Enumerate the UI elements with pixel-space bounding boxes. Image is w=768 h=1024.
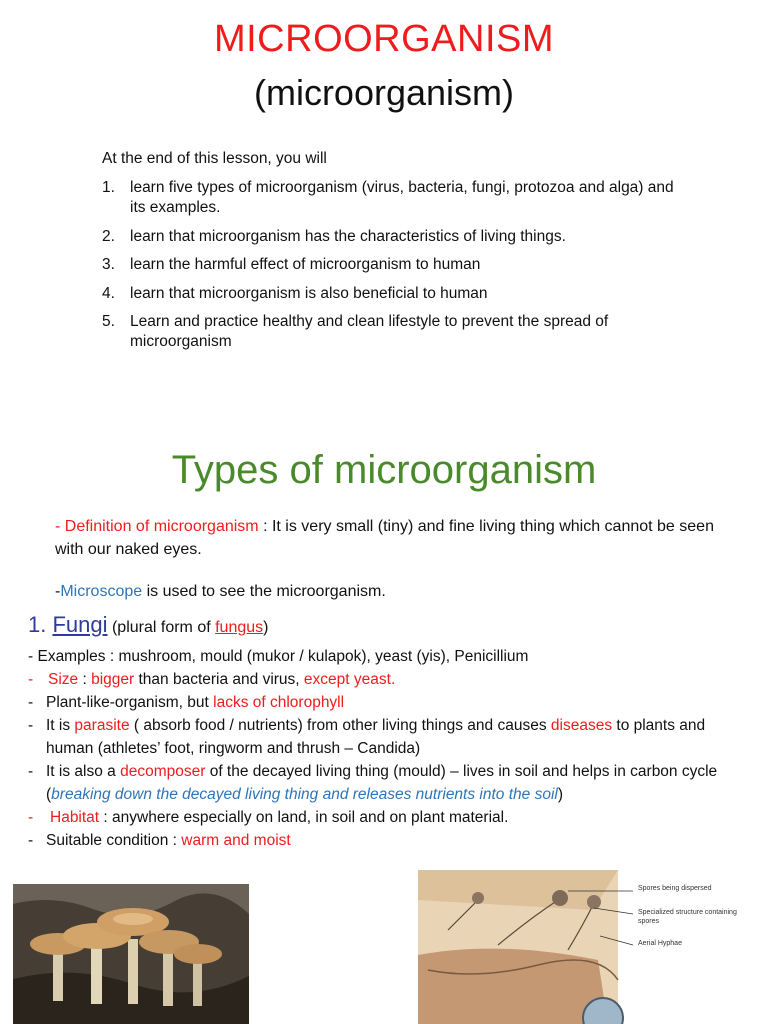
- objective-number: 4.: [102, 284, 115, 302]
- objective-number: 2.: [102, 227, 115, 245]
- fungi-plant-item: [28, 691, 748, 714]
- microscope-prefix: -: [55, 583, 61, 600]
- bullet-text: than bacteria and virus,: [134, 671, 304, 688]
- objective-number: 3.: [102, 256, 115, 273]
- definition-label: - Definition of microorganism: [55, 518, 259, 535]
- bullet-dash: -: [28, 763, 34, 780]
- definition-text: It is very small (tiny) and fine living thing which cannot be seen with our naked eyes.: [55, 518, 714, 558]
- bullet-text: Plant-like-organism, but: [46, 694, 214, 711]
- hyphae-illustration: [418, 870, 768, 1024]
- bullet-text: of the decayed living thing (mould) – lives in soil and helps in carbon cycle (: [46, 763, 718, 803]
- fungi-note-close: ): [263, 619, 269, 636]
- condition-highlight: warm and moist: [181, 832, 291, 849]
- bullet-text: ( absorb food / nutrients) from other living things and causes: [129, 717, 551, 734]
- objective-text: learn that microorganism has the characteristics of living things.: [130, 227, 566, 245]
- objective-number: 1.: [102, 179, 115, 196]
- bullet-text: :: [78, 671, 92, 688]
- fungus-structure-diagram: [418, 870, 768, 1024]
- carbon-cycle-note: breaking down the decayed living thing and releases nutrients into the soil: [51, 786, 558, 803]
- bullet-text: Examples : mushroom, mould (mukor / kulapok), yeast (yis), Penicillium: [33, 648, 529, 665]
- diseases-highlight: diseases: [550, 717, 613, 734]
- fungi-parasite-item: [28, 714, 748, 760]
- microscope-text: is used to see the microorganism.: [142, 583, 386, 600]
- fungi-number: 1.: [28, 612, 53, 637]
- page-subtitle: (microorganism): [253, 72, 515, 113]
- objective-text: Learn and practice healthy and clean lifestyle to prevent the spread of microorganism: [130, 313, 609, 350]
- objective-item: [102, 255, 682, 275]
- fungi-size-item: [28, 668, 748, 691]
- size-highlight: bigger: [91, 671, 135, 688]
- bullet-dash: -: [28, 717, 34, 734]
- objectives-intro: At the end of this lesson, you will: [102, 150, 327, 167]
- fungi-title: [28, 612, 108, 637]
- definition-separator: :: [258, 518, 272, 535]
- section-heading: Types of microorganism: [171, 448, 597, 492]
- bullet-text: It is: [46, 717, 75, 734]
- bullet-text: ): [557, 786, 563, 803]
- objective-item: [102, 178, 682, 218]
- decomposer-highlight: decomposer: [120, 763, 206, 780]
- fungi-name: Fungi: [52, 612, 108, 637]
- fungi-heading: [28, 612, 268, 638]
- objective-item: [102, 227, 682, 247]
- bullet-dash: -: [28, 671, 34, 688]
- microscope-paragraph: [55, 580, 745, 603]
- fungi-note-open: (plural form of: [107, 619, 216, 636]
- habitat-label: Habitat: [50, 809, 100, 826]
- bullet-text: to plants and human (athletes’ foot, ringworm and thrush – Candida): [46, 717, 706, 757]
- definition-paragraph: [55, 515, 745, 561]
- microscope-label: Microscope: [60, 583, 143, 600]
- objective-text: learn that microorganism is also beneficial to human: [130, 284, 488, 302]
- fungi-habitat-item: [28, 806, 748, 829]
- diagram-label-hyphae: Aerial Hyphae: [638, 940, 682, 947]
- bullet-dash: -: [28, 809, 34, 826]
- bullet-text: It is also a: [46, 763, 121, 780]
- size-label: Size: [48, 671, 79, 688]
- page-title: MICROORGANISM: [213, 18, 555, 60]
- bullet-dash: -: [28, 694, 34, 711]
- fungi-bullet-list: [28, 645, 748, 852]
- mushroom-illustration: [13, 884, 249, 1024]
- chlorophyll-highlight: lacks of chlorophyll: [213, 694, 345, 711]
- objective-item: [102, 312, 682, 352]
- bullet-text: Suitable condition :: [46, 832, 182, 849]
- fungi-decomposer-item: [28, 760, 748, 806]
- objective-number: 5.: [102, 313, 115, 330]
- objective-item: [102, 284, 682, 304]
- fungi-examples-item: [28, 645, 748, 668]
- objective-text: learn the harmful effect of microorganism to human: [130, 256, 481, 273]
- bullet-dash: -: [28, 832, 34, 849]
- bullet-dash: -: [28, 648, 34, 665]
- size-exception: except yeast.: [303, 671, 396, 688]
- mushroom-photo: [13, 884, 249, 1024]
- parasite-highlight: parasite: [74, 717, 130, 734]
- diagram-label-structure: Specialized structure containing spores: [638, 909, 737, 925]
- fungi-condition-item: [28, 829, 748, 852]
- objective-text: learn five types of microorganism (virus, bacteria, fungi, protozoa and alga) and its examples.: [130, 179, 674, 216]
- objectives-list: [102, 178, 682, 361]
- fungi-note-word: fungus: [215, 619, 264, 636]
- bullet-text: : anywhere especially on land, in soil and on plant material.: [99, 809, 509, 826]
- diagram-label-spores: Spores being dispersed: [638, 885, 712, 892]
